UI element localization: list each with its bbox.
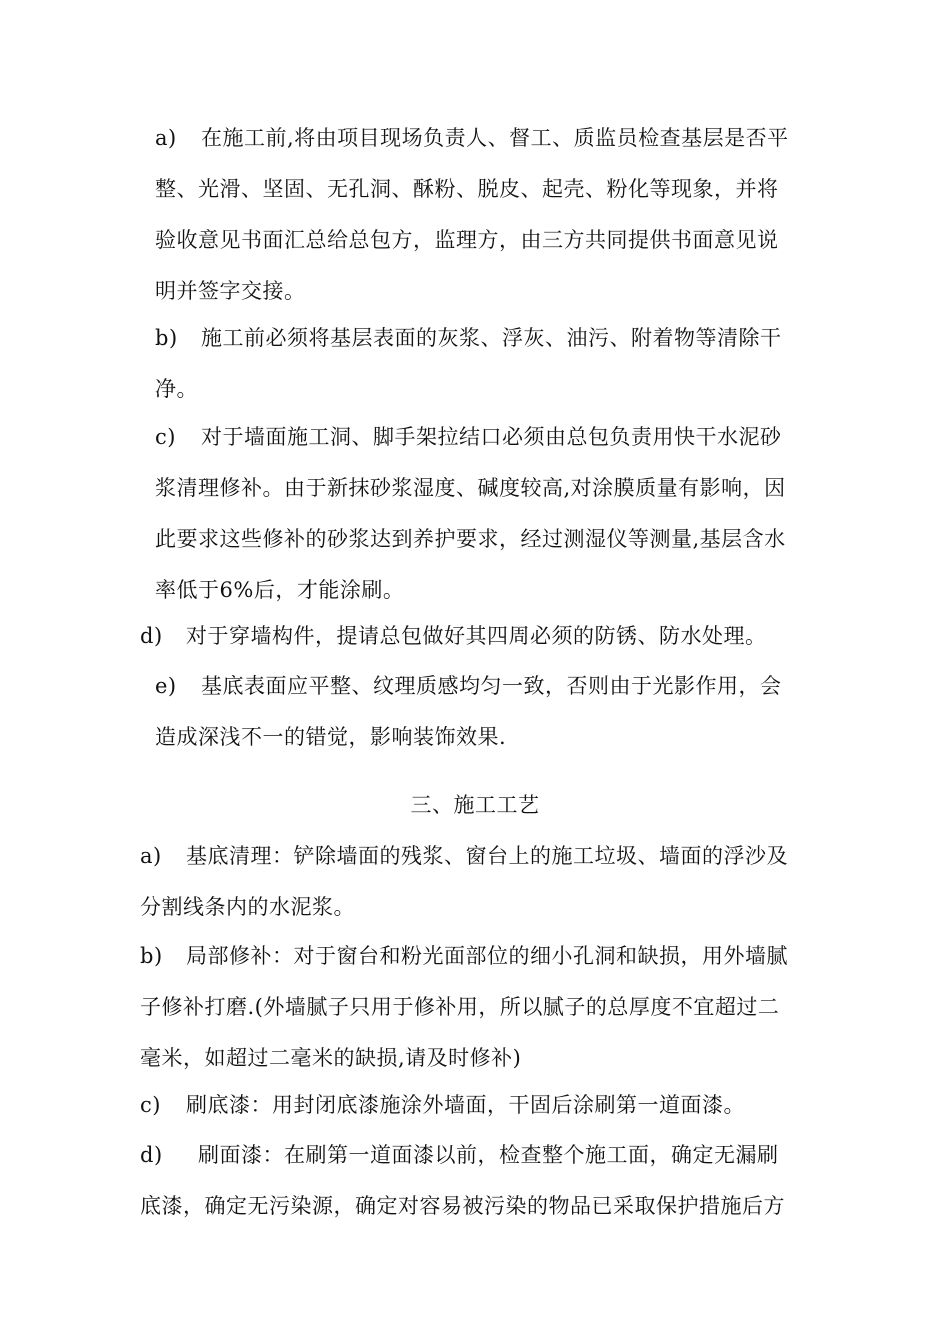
item-marker: e): [155, 674, 177, 698]
item-text: 整、光滑、坚固、无孔洞、酥粉、脱皮、起壳、粉化等现象，并将: [155, 177, 779, 201]
item-text: 验收意见书面汇总给总包方，监理方，由三方共同提供书面意见说: [155, 228, 779, 252]
list-item: [140, 831, 788, 933]
item-text: 毫米，如超过二毫米的缺损,请及时修补): [140, 1046, 522, 1070]
list-item: [140, 611, 767, 662]
list-item: [140, 931, 788, 1084]
item-text: 刷面漆：在刷第一道面漆以前，检查整个施工面，确定无漏刷: [198, 1143, 779, 1167]
item-text: 分割线条内的水泥浆。: [140, 895, 355, 919]
item-marker: b): [155, 326, 178, 350]
item-text: 对于穿墙构件，提请总包做好其四周必须的防锈、防水处理。: [186, 624, 767, 648]
item-marker: c): [140, 1093, 161, 1117]
item-marker: d): [140, 624, 163, 648]
item-text: 对于墙面施工洞、脚手架拉结口必须由总包负责用快干水泥砂: [201, 425, 782, 449]
section-heading: 三、施工工艺: [410, 793, 540, 817]
item-text: 净。: [155, 377, 198, 401]
item-text: 率低于6%后，才能涂刷。: [155, 578, 405, 602]
item-text: 底漆，确定无污染源，确定对容易被污染的物品已采取保护措施后方: [140, 1194, 785, 1218]
item-text: 在施工前,将由项目现场负责人、督工、质监员检查基层是否平: [201, 126, 789, 150]
item-text: 施工前必须将基层表面的灰浆、浮灰、油污、附着物等清除干: [201, 326, 782, 350]
list-item: [140, 1080, 745, 1131]
item-text: 浆清理修补。由于新抹砂浆湿度、碱度较高,对涂膜质量有影响，因: [155, 476, 786, 500]
list-item: [155, 661, 782, 763]
item-text: 此要求这些修补的砂浆达到养护要求，经过测湿仪等测量,基层含水: [155, 527, 786, 551]
item-marker: a): [140, 844, 162, 868]
item-marker: b): [140, 944, 163, 968]
item-text: 造成深浅不一的错觉，影响装饰效果.: [155, 725, 507, 749]
list-item: [155, 313, 782, 415]
list-item: [140, 1130, 785, 1232]
item-text: 基底表面应平整、纹理质感均匀一致，否则由于光影作用，会: [201, 674, 782, 698]
item-text: 局部修补：对于窗台和粉光面部位的细小孔洞和缺损，用外墙腻: [186, 944, 788, 968]
item-marker: d): [140, 1143, 163, 1167]
item-marker: a): [155, 126, 177, 150]
item-text: 刷底漆：用封闭底漆施涂外墙面，干固后涂刷第一道面漆。: [186, 1093, 745, 1117]
item-marker: c): [155, 425, 176, 449]
item-text: 基底清理：铲除墙面的残浆、窗台上的施工垃圾、墙面的浮沙及: [186, 844, 788, 868]
item-text: 子修补打磨.(外墙腻子只用于修补用，所以腻子的总厚度不宜超过二: [140, 995, 780, 1019]
item-text: 明并签字交接。: [155, 279, 306, 303]
list-item: [155, 412, 786, 616]
list-item: [155, 113, 789, 317]
